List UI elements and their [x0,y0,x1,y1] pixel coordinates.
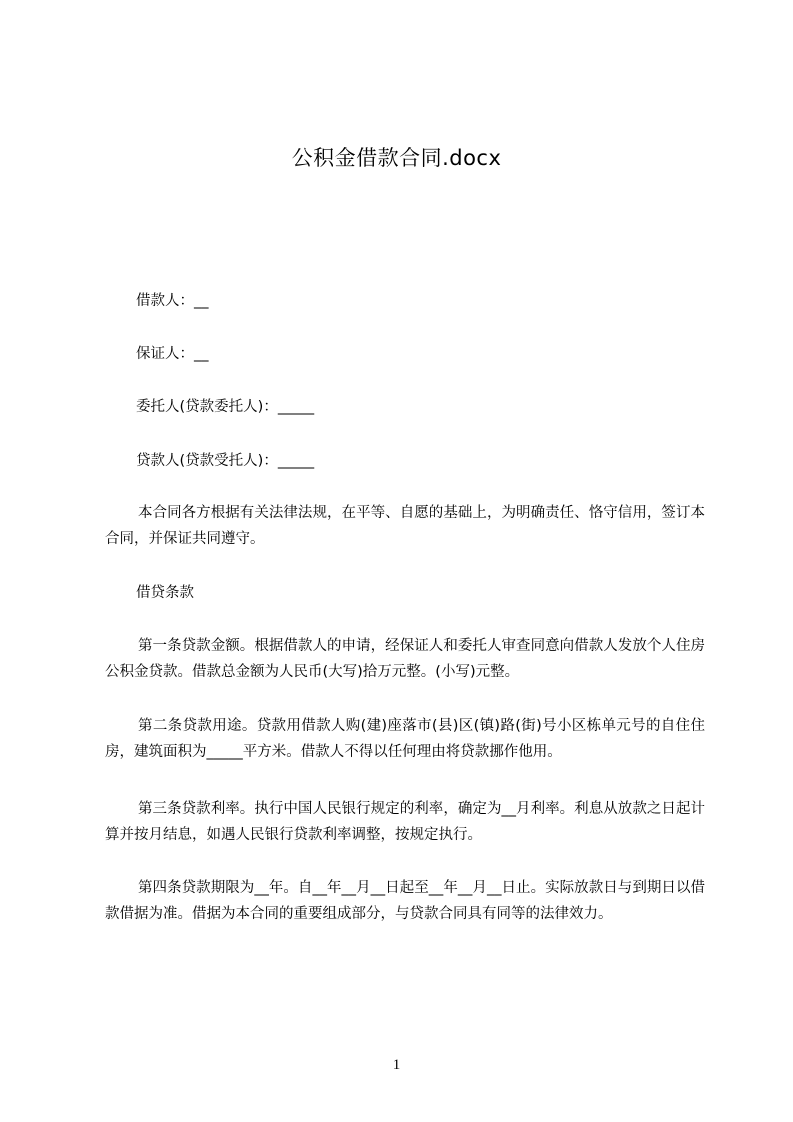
intro-paragraph: 本合同各方根据有关法律法规，在平等、自愿的基础上，为明确责任、恪守信用，签订本合同，并保证共同遵守。 [105,505,705,547]
entrustor-field: 委托人(贷款委托人)：_____ [136,399,315,415]
guarantor-field: 保证人：__ [136,346,209,362]
page-number: 1 [392,1057,401,1073]
lender-field: 贷款人(贷款受托人)：_____ [136,453,315,469]
clause-2: 第二条贷款用途。贷款用借款人购(建)座落市(县)区(镇)路(街)号小区栋单元号的自住住房，建筑面积为_____平方米。借款人不得以任何理由将贷款挪作他用。 [105,718,705,760]
borrower-field: 借款人：__ [136,293,209,309]
clause-4: 第四条贷款期限为__年。自__年__月__日起至__年__月__日止。实际放款日与到期日以借款借据为准。借据为本合同的重要组成部分，与贷款合同具有同等的法律效力。 [105,880,705,922]
section-heading: 借贷条款 [136,585,194,601]
clause-3: 第三条贷款利率。执行中国人民银行规定的利率，确定为__月利率。利息从放款之日起计算并按月结息，如遇人民银行贷款利率调整，按规定执行。 [105,801,705,843]
document-title: 公积金借款合同.docx [291,146,502,170]
clause-1: 第一条贷款金额。根据借款人的申请，经保证人和委托人审查同意向借款人发放个人住房公积金贷款。借款总金额为人民币(大写)拾万元整。(小写)元整。 [105,638,705,680]
